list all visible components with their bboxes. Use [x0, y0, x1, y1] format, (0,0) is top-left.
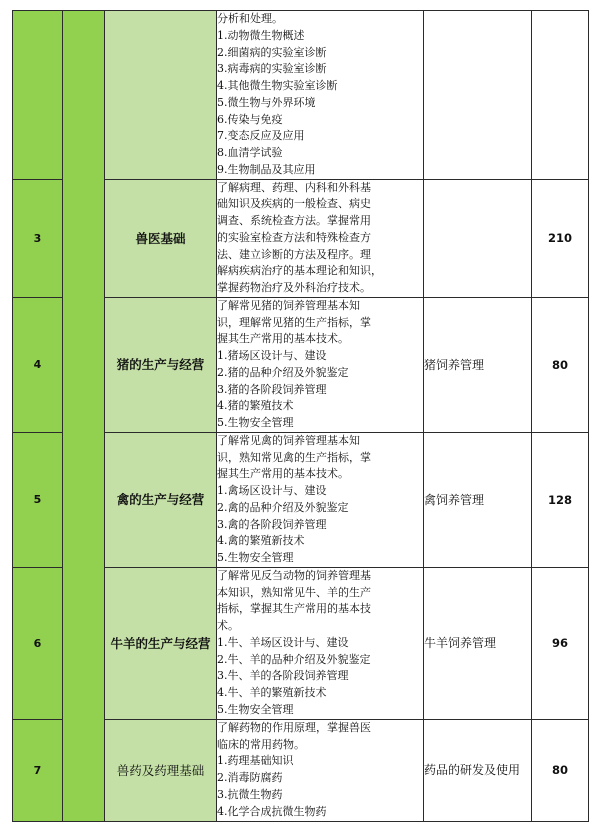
content-line: 法、建立诊断的方法及程序。理 — [217, 247, 371, 261]
course-name: 兽药及药理基础 — [105, 719, 217, 821]
content-line: 了解药物的作用原理，掌握兽医 — [217, 720, 371, 734]
content-line: 4.禽的繁殖新技术 — [217, 534, 305, 548]
content-line: 7.变态反应及应用 — [217, 129, 305, 143]
related-course: 禽饲养管理 — [424, 432, 532, 567]
course-content — [217, 179, 424, 297]
content-line: 握其生产常用的基本技术。 — [217, 467, 349, 481]
content-line: 5.微生物与外界环境 — [217, 95, 316, 109]
content-line: 2.细菌病的实验室诊断 — [217, 45, 327, 59]
related-course — [424, 179, 532, 297]
category-column — [63, 11, 105, 822]
content-line: 3.病毒病的实验室诊断 — [217, 62, 327, 76]
course-content — [217, 719, 424, 821]
content-line: 指标，掌握其生产常用的基本技 — [217, 602, 371, 616]
content-line: 2.猪的品种介绍及外貌鉴定 — [217, 365, 349, 379]
course-content — [217, 297, 424, 432]
content-line: 4.其他微生物实验室诊断 — [217, 79, 338, 92]
content-line: 了解常见猪的饲养管理基本知 — [217, 298, 360, 312]
content-line: 1.药理基础知识 — [217, 754, 294, 768]
content-line: 分析和处理。 — [217, 12, 283, 25]
related-course: 药品的研发及使用 — [424, 719, 532, 821]
content-line: 1.牛、羊场区设计与、建设 — [217, 635, 349, 649]
class-hours: 210 — [532, 179, 589, 297]
content-line: 2.牛、羊的品种介绍及外貌鉴定 — [217, 652, 371, 666]
row-number: 3 — [13, 179, 63, 297]
content-line: 础知识及疾病的一般检查、病史 — [217, 197, 371, 211]
related-course: 猪饲养管理 — [424, 297, 532, 432]
content-line: 1.动物微生物概述 — [217, 28, 305, 42]
content-line: 的实验室检查方法和特殊检查方 — [217, 230, 371, 244]
course-content — [217, 567, 424, 719]
content-line: 3.禽的各阶段饲养管理 — [217, 517, 327, 531]
related-course: 牛羊饲养管理 — [424, 567, 532, 719]
content-line: 术。 — [217, 619, 239, 632]
course-name — [105, 11, 217, 180]
row-number: 5 — [13, 432, 63, 567]
content-line: 4.猪的繁殖技术 — [217, 399, 294, 413]
class-hours: 96 — [532, 567, 589, 719]
row-number: 4 — [13, 297, 63, 432]
content-line: 2.禽的品种介绍及外貌鉴定 — [217, 500, 349, 514]
content-line: 4.化学合成抗微生物药 — [217, 804, 327, 818]
content-line: 了解常见禽的饲养管理基本知 — [217, 433, 360, 447]
content-line: 临床的常用药物。 — [217, 737, 305, 751]
row-number: 7 — [13, 719, 63, 821]
content-line: 3.猪的各阶段饲养管理 — [217, 382, 327, 396]
course-name: 禽的生产与经营 — [105, 432, 217, 567]
content-line: 识，理解常见猪的生产指标，掌 — [217, 315, 371, 329]
class-hours: 80 — [532, 297, 589, 432]
content-line: 识，熟知常见禽的生产指标，掌 — [217, 450, 371, 464]
row-number: 6 — [13, 567, 63, 719]
content-line: 握其生产常用的基本技术。 — [217, 332, 349, 346]
course-content — [217, 432, 424, 567]
content-line: 8.血清学试验 — [217, 146, 283, 159]
content-line: 本知识，熟知常见牛、羊的生产 — [217, 585, 371, 599]
course-name: 牛羊的生产与经营 — [105, 567, 217, 719]
content-line: 3.抗微生物药 — [217, 787, 283, 801]
content-line: 2.消毒防腐药 — [217, 771, 283, 784]
row-number — [13, 11, 63, 180]
class-hours: 128 — [532, 432, 589, 567]
content-line: 4.牛、羊的繁殖新技术 — [217, 686, 327, 699]
content-line: 5.生物安全管理 — [217, 702, 294, 716]
class-hours — [532, 11, 589, 180]
content-line: 5.生物安全管理 — [217, 551, 294, 564]
content-line: 解病疾病治疗的基本理论和知识， — [217, 264, 382, 278]
content-line: 9.生物制品及其应用 — [217, 162, 316, 176]
course-name: 猪的生产与经营 — [105, 297, 217, 432]
content-line: 了解病理、药理、内科和外科基 — [217, 180, 371, 194]
related-course — [424, 11, 532, 180]
class-hours: 80 — [532, 719, 589, 821]
course-name: 兽医基础 — [105, 179, 217, 297]
content-line: 3.牛、羊的各阶段饲养管理 — [217, 669, 349, 683]
content-line: 了解常见反刍动物的饲养管理基 — [217, 568, 371, 582]
curriculum-table — [12, 10, 589, 822]
table-row-continuation — [13, 11, 589, 180]
content-line: 1.禽场区设计与、建设 — [217, 484, 327, 497]
content-line: 掌握药物治疗及外科治疗技术。 — [217, 281, 371, 294]
content-line: 6.传染与免疫 — [217, 112, 283, 126]
course-content — [217, 11, 424, 180]
content-line: 1.猪场区设计与、建设 — [217, 349, 327, 362]
content-line: 5.生物安全管理 — [217, 416, 294, 429]
content-line: 调查、系统检查方法。掌握常用 — [217, 214, 371, 227]
